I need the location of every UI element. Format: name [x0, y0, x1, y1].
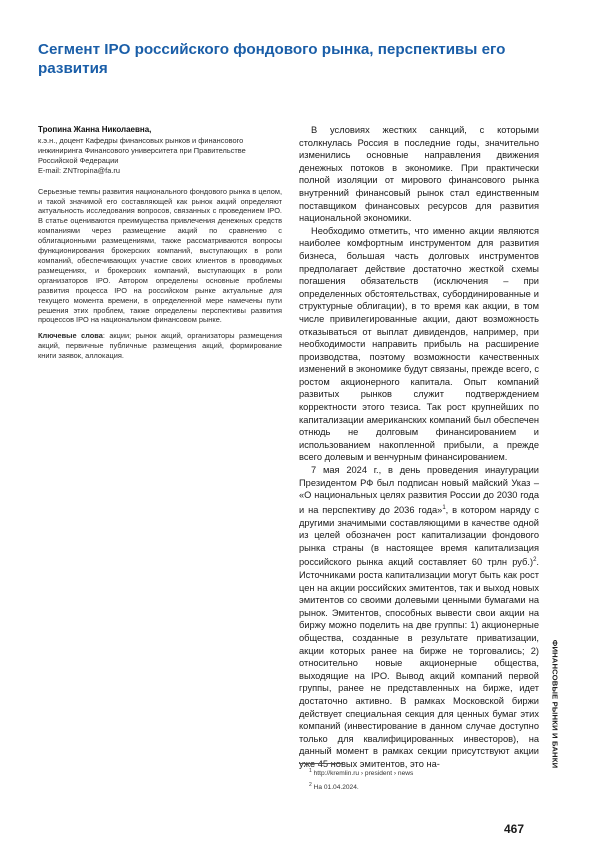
footnote-ref[interactable]: 2	[533, 557, 537, 564]
article-title: Сегмент IPO российского фондового рынка, перспективы его развития	[38, 41, 506, 77]
keywords-text: : акции; рынок акций, организаторы размещения акций, первичные публичные размещения акций, формирование книги заявок, аллокация.	[38, 331, 282, 361]
body-paragraph: Необходимо отметить, что именно акции являются наиболее комфортным инструментом для развития бизнеса, большая часть долговых инструментов предполагает действие достаточно жесткой схемы погашения обязательств (исключения – при определенных обстоятельствах, субординированные и структурные облигации), в то время как акции, в том числе привилегированные акции, дают возможность отказываться от выплат дивидендов, например, при необходимости направить прибыль на расширение производства, поэтому возможности качественных изменений в экономике будут связаны, прежде всего, с ростом акционерного капитала. Опыт компаний развитых рынков служит подтверждением корректности этого тезиса. Так рост крупнейших по капитализации американских компаний был обеспечен отнюдь не долговым финансированием и использованием накопленной прибыли, а прежде всего долевым и венчурным финансированием.	[299, 225, 539, 463]
footnote-mark: 1	[309, 768, 312, 774]
keywords-label: Ключевые слова	[38, 331, 103, 341]
footnote	[309, 780, 539, 794]
footnote-divider	[299, 763, 343, 764]
section-side-tab	[548, 583, 562, 825]
footnote	[309, 766, 539, 780]
author-email: E-mail: ZNTropina@fa.ru	[38, 165, 120, 175]
footnote-text: http://kremlin.ru › president › news	[311, 770, 414, 778]
body-text: , в котором наряду с другими значимыми составляющими в качестве одной из целей обозначен рост капитализации фондового рынка страны (в настоящее время капитализация российского рынка акций составляет 60 трлн руб.)	[299, 504, 539, 568]
author-name: Тропина Жанна Николаевна,	[38, 125, 152, 134]
body-paragraph: В условиях жестких санкций, с которыми столкнулась Россия в последние годы, значительно изменились основные направления движения денежных потоков в экономике. При практически полной изоляции от мирового финансового рынка внутренний финансовый рынок стал единственным поставщиком финансовых ресурсов для развития национальной экономики.	[299, 125, 539, 224]
author-affiliation: к.э.н., доцент Кафедры финансовых рынков и финансового инжиниринга Финансового университета при Правительстве Российской Федерации	[38, 136, 246, 165]
footnote-mark: 2	[309, 781, 312, 788]
section-name: ФИНАНСОВЫЕ РЫНКИ И БАНКИ	[550, 639, 560, 769]
keywords	[38, 331, 282, 361]
body-text: . Источниками роста капитализации могут быть как рост цен на акции российских эмитентов, так и выход новых эмитентов со своими долевыми ценными бумагами на рынок. Эмитентов, способных вывести свои акции на биржу можно поделить на две группы: 1) акционерные общества, созданные в результате приватизации, акции которых ранее на бирже не торговались; 2) относительно новые акционерные общества, выходящие на IPO. Вывод акций компаний первой группы, ранее не представленных на бирже, идет достаточно активно. В рамках Московской биржи действует специальная секция для ценных бумаг этих компаний (инвестирование в данном случае доступно только для квалифицированных инвесторов), на данный момент в рамках секции присутствуют акции уже 45 новых эмитентов, это на-	[299, 557, 539, 769]
footnotes	[309, 766, 539, 793]
body-text: 7 мая 2024 г., в день проведения инаугурации Президентом РФ был подписан новый майский Указ – «О национальных целях развития России до 2030 года и на перспективу до 2036 года»	[299, 465, 539, 515]
abstract: Серьезные темпы развития национального фондового рынка в целом, и такой значимой его составляющей как рынок акций определяют актуальность исследования вопросов, связанных с проведением IPO. В статье оцениваются преимущества привлечения денежных средств компаниями через размещение акций по сравнению с облигационными размещениями, также рассматриваются вопросы функционирования брокерских компаний, выступающих в роли компаний, обеспечивающих участие своих клиентов в проводимых размещениях, и брокерских компаний, выступающих в роли организаторов IPO. Автором определены основные проблемы развития процесса IPO на российском рынке актуальные для текущего момента времени, в определенной мере намечены пути решения этих проблем, также определены перспективы развития процессов IPO на национальном финансовом рынке.	[38, 186, 282, 325]
footnote-text: На 01.04.2024.	[311, 783, 359, 791]
left-column	[38, 124, 282, 361]
body-paragraph	[299, 464, 539, 770]
article-body	[299, 124, 539, 770]
page-number: 467	[504, 822, 525, 836]
footnote-ref[interactable]: 1	[442, 504, 446, 511]
